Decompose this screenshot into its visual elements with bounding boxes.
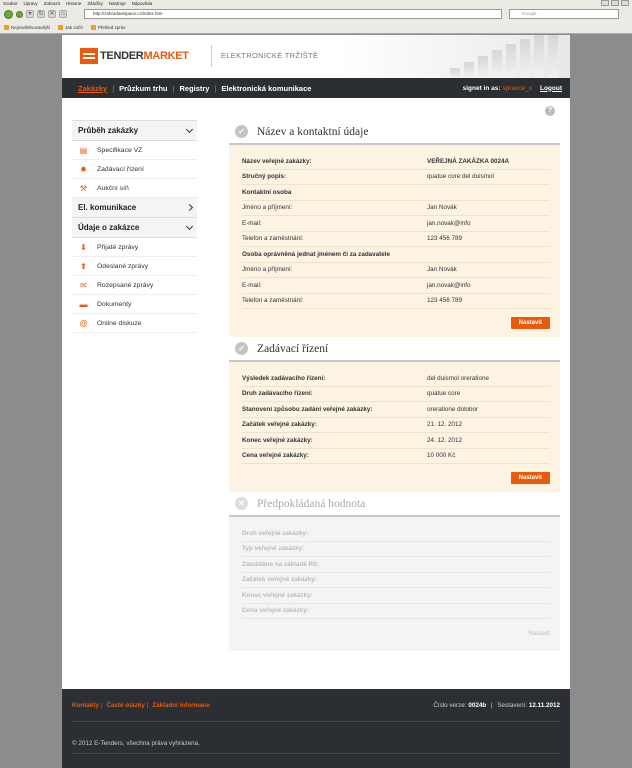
username[interactable]: spravce_x (502, 84, 532, 92)
panel-predpokladana-hodnota (229, 492, 560, 651)
signed-in-label: signet in as: (462, 84, 501, 92)
info-row: Začátek veřejné zakázky: (242, 573, 550, 589)
folder-icon: ▬ (79, 299, 88, 309)
info-row: Název veřejné zakázky: VEŘEJNÁ ZAKÁZKA 0024A (242, 154, 550, 170)
address-bar[interactable]: http://zahradaeispace.cz/index.htm (84, 9, 502, 19)
chevron-right-icon (186, 204, 193, 211)
reload-icon[interactable]: ↻ (38, 11, 44, 17)
brand-name-b: MARKET (143, 50, 189, 62)
check-icon: ✓ (235, 342, 248, 355)
sidebar (72, 120, 197, 333)
back-icon[interactable] (4, 10, 13, 19)
sidebar-item-dokumenty[interactable]: ▬ Dokumenty (72, 295, 197, 314)
close-icon[interactable] (621, 0, 629, 6)
footer-links: Kontakty | Časté otázky | Základní informace (72, 702, 210, 709)
document-icon: ▤ (79, 145, 88, 155)
logout-link[interactable]: Logout (539, 84, 562, 92)
menu-view[interactable]: Zobrazit (43, 1, 61, 6)
nastavit-button-disabled: Nastavit (528, 631, 550, 637)
bookmark-item[interactable]: Jak začít (58, 23, 83, 33)
help-icon[interactable]: ? (545, 106, 555, 116)
info-row: Telefon a zaměstnání: 123 456 789 (242, 232, 550, 248)
nastavit-button[interactable]: Nastavit (511, 317, 550, 329)
nav-zakazky[interactable]: Zakázky (78, 83, 108, 93)
browser-chrome (0, 0, 632, 34)
sidebar-section-label: Průběh zakázky (78, 126, 139, 135)
nastavit-button[interactable]: Nastavit (511, 472, 550, 484)
panel-header[interactable] (229, 492, 560, 517)
nav-registry[interactable]: Registry (179, 83, 210, 93)
header-divider (211, 45, 212, 67)
nav-elektronicka-komunikace[interactable]: Elektronická komunikace (221, 83, 312, 93)
info-row: Druh zadávacího řízení: quatue core (242, 387, 550, 403)
section-label: Osoba oprávněná jednat jménem či za zadavatele (242, 247, 550, 263)
inbox-icon: ⬇ (80, 242, 87, 252)
main-nav: Zakázky | Průzkum trhu | Registry | Elektronická komunikace (62, 78, 570, 98)
menu-history[interactable]: Historie (66, 1, 82, 6)
sidebar-item-rozepsane-zpravy[interactable]: ✉ Rozepsané zprávy (72, 276, 197, 295)
panel-title: Název a kontaktní údaje (257, 125, 369, 138)
info-row: E-mail: jan.novak@info (242, 278, 550, 294)
chevron-down-icon (186, 125, 193, 132)
sidebar-item-aukcni-sin[interactable]: ⚒ Aukční síň (72, 179, 197, 198)
brand-name-a: TENDER (100, 50, 144, 62)
tagline: ELEKTRONICKÉ TRŽIŠTĚ (221, 51, 319, 60)
nav-pruzkum-trhu[interactable]: Průzkum trhu (119, 83, 168, 93)
header-decoration (430, 35, 570, 78)
info-row: Cena veřejné zakázky: (242, 604, 550, 620)
close-circle-icon: ✕ (235, 497, 248, 510)
logo-icon (80, 48, 98, 64)
info-row: E-mail: jan.novak@info (242, 216, 550, 232)
info-row: Výsledek zadávacího řízení: del duismol oreratione (242, 371, 550, 387)
info-row: Cena veřejné zakázky: 10 000 Kč (242, 449, 550, 465)
info-row: Konec veřejné zakázky: 24. 12. 2012 (242, 433, 550, 449)
window-controls (601, 0, 629, 6)
panel-title: Předpokládaná hodnota (257, 497, 366, 510)
sidebar-section-prubeh[interactable] (72, 121, 197, 141)
sidebar-item-online-diskuze[interactable]: @ Online diskuze (72, 314, 197, 333)
site-footer (62, 689, 570, 768)
footer-link-kontakty[interactable]: Kontakty (72, 702, 99, 709)
panel-header[interactable] (229, 337, 560, 362)
menu-file[interactable]: Soubor (3, 1, 18, 6)
panel-header[interactable] (229, 120, 560, 145)
footer-divider (72, 753, 560, 754)
footer-link-zakladni-informace[interactable]: Základní informace (152, 702, 210, 709)
gear-icon: ✹ (80, 164, 87, 174)
home-icon[interactable]: ⌂ (59, 10, 67, 18)
sidebar-section-udaje[interactable] (72, 218, 197, 238)
page (62, 35, 570, 768)
sidebar-item-zadavaci-rizeni[interactable]: ✹ Zadávací řízení (72, 160, 197, 179)
bookmark-item[interactable]: Nejnavštěvovanější (4, 23, 50, 33)
info-row: Konec veřejné zakázky: (242, 588, 550, 604)
sidebar-item-odeslane-zpravy[interactable]: ⬆ Odeslané zprávy (72, 257, 197, 276)
panel-title: Zadávací řízení (257, 342, 329, 355)
user-area (463, 78, 562, 98)
gavel-icon: ⚒ (79, 183, 88, 193)
menu-bookmarks[interactable]: Záložky (87, 1, 103, 6)
panel-contact (229, 120, 560, 337)
copyright: © 2012 E-Tenders, všechna práva vyhrazena. (72, 740, 200, 747)
menu-edit[interactable]: Úpravy (23, 1, 38, 6)
bookmark-item[interactable]: Přehled zpráv (91, 23, 126, 33)
sidebar-item-prijate-zpravy[interactable]: ⬇ Přijaté zprávy (72, 238, 197, 257)
maximize-icon[interactable] (611, 0, 619, 6)
search-input[interactable]: Google (509, 9, 619, 19)
version-info: Číslo verze: 0024b | Sestavení: 12.11.2012 (433, 702, 560, 709)
version-number: 0024b (468, 702, 487, 709)
info-row: Typ veřejné zakázky: (242, 542, 550, 558)
draft-icon: ✉ (80, 280, 87, 290)
footer-divider (72, 721, 560, 722)
outbox-icon: ⬆ (80, 261, 87, 271)
dropdown-icon[interactable]: ▾ (26, 10, 34, 18)
section-label: Kontaktní osoba (242, 185, 550, 201)
info-row: Stanovení způsobu zadání veřejné zakázky: oreratione dolobor (242, 402, 550, 418)
bookmarks-bar (0, 23, 126, 33)
info-row: Telefon a zaměstnání: 123 456 789 (242, 294, 550, 310)
browser-menubar (0, 0, 632, 8)
info-row: Začátek veřejné zakázky: 21. 12. 2012 (242, 418, 550, 434)
logo[interactable] (80, 48, 189, 64)
menu-tools[interactable]: Nástroje (108, 1, 126, 6)
site-header (62, 35, 570, 78)
info-row: Založdáno na základě RS: (242, 557, 550, 573)
chevron-down-icon (186, 222, 193, 229)
build-date: 12.11.2012 (528, 702, 560, 709)
main-content (229, 120, 560, 651)
info-row: Jméno a příjmení: Jan Novák (242, 201, 550, 217)
sidebar-section-label: El. komunikace (78, 203, 137, 212)
sidebar-section-label: Údaje o zakázce (78, 223, 140, 232)
at-icon: @ (79, 318, 88, 328)
minimize-icon[interactable] (601, 0, 609, 6)
menu-help[interactable]: Nápověda (131, 1, 153, 6)
stop-icon[interactable]: ✕ (49, 11, 55, 17)
footer-link-caste-otazky[interactable]: Časté otázky (106, 702, 145, 709)
info-row: Jméno a příjmení: Jan Novák (242, 263, 550, 279)
info-row: Stručný popis: quatue core del duismol (242, 170, 550, 186)
panel-zadavaci-rizeni (229, 337, 560, 492)
info-row: Druh veřejné zakázky: (242, 526, 550, 542)
check-icon: ✓ (235, 125, 248, 138)
sidebar-section-komunikace[interactable] (72, 198, 197, 218)
sidebar-item-specifikace[interactable]: ▤ Specifikace VZ (72, 141, 197, 160)
forward-icon[interactable] (16, 11, 23, 18)
